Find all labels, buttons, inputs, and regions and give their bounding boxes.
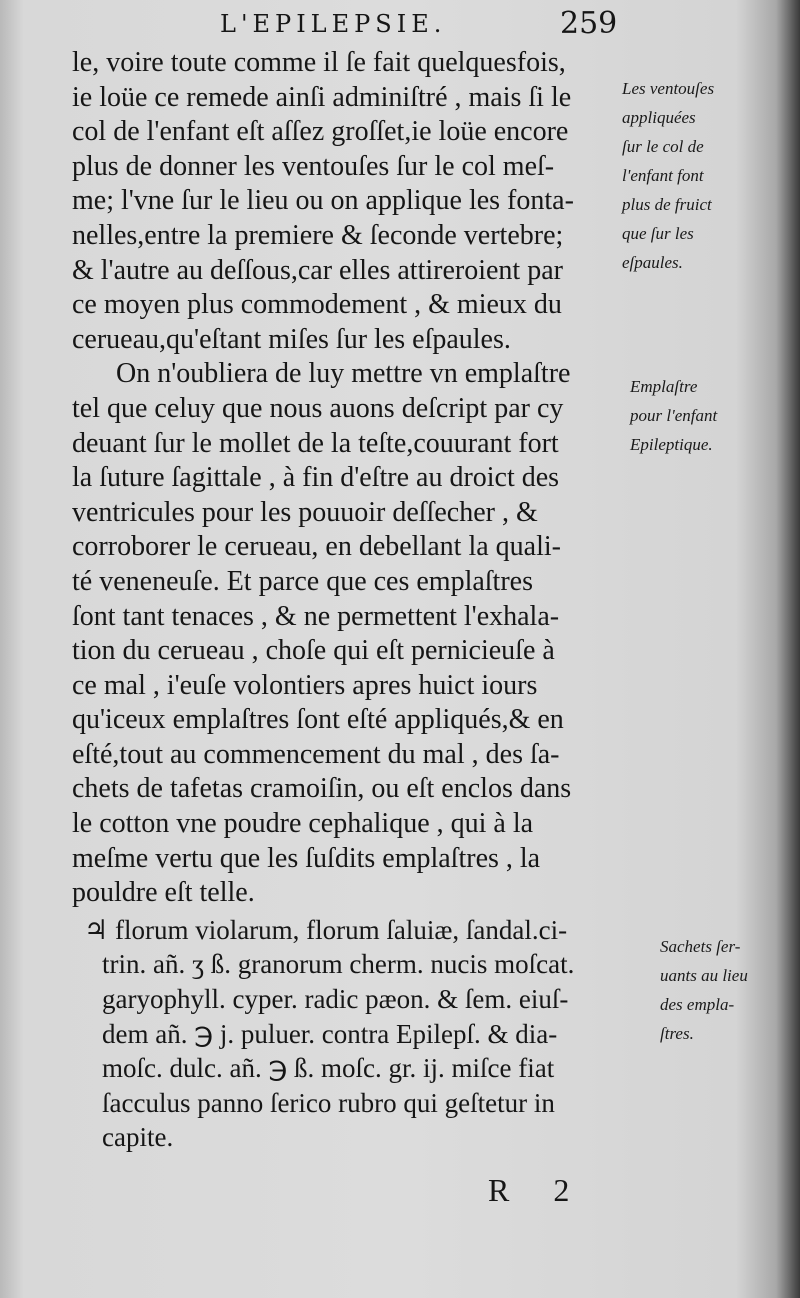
margin-line: Les ventouſes bbox=[622, 79, 715, 98]
margin-line: Sachets ſer- bbox=[660, 937, 741, 956]
text-line: col de l'enfant eſt aſſez groſſet,ie loüe encore bbox=[72, 116, 569, 148]
text-line: chets de tafetas cramoiſin, ou eſt enclos dans bbox=[72, 773, 572, 805]
margin-line: appliquées bbox=[622, 108, 696, 127]
margin-line: Emplaſtre bbox=[630, 377, 698, 396]
text-line: la ſuture ſagittale , à fin d'eſtre au droict des bbox=[72, 462, 560, 494]
margin-line: l'enfant font bbox=[622, 166, 704, 185]
recipe-paragraph bbox=[72, 913, 642, 1155]
text-line: qu'iceux emplaſtres ſont eſté appliqués,& en bbox=[72, 704, 564, 736]
margin-line: uants au lieu bbox=[660, 966, 748, 985]
paragraph-emplastre bbox=[72, 357, 642, 911]
text-line: tel que celuy que nous auons deſcript par cy bbox=[72, 392, 564, 424]
text-line: meſme vertu que les ſuſdits emplaſtres , la bbox=[72, 842, 541, 874]
text-line: le cotton vne poudre cephalique , qui à la bbox=[72, 808, 534, 840]
margin-note-ventouses bbox=[622, 74, 792, 277]
text-line: On n'oubliera de luy mettre vn emplaſtre bbox=[116, 358, 571, 390]
text-line: corroborer le cerueau, en debellant la quali- bbox=[72, 531, 561, 563]
text-line: le, voire toute comme il ſe fait quelquesfois, bbox=[72, 47, 566, 78]
text-line: nelles,entre la premiere & ſeconde vertebre; bbox=[72, 219, 564, 251]
text-line: cerueau,qu'eſtant miſes ſur les eſpaules. bbox=[72, 323, 511, 355]
running-title: L'EPILEPSIE. bbox=[220, 10, 447, 38]
margin-line: des empla- bbox=[660, 995, 735, 1014]
text-line: ſont tant tenaces , & ne permettent l'exhala- bbox=[72, 600, 560, 632]
text-line: deuant ſur le mollet de la teſte,couurant fort bbox=[72, 427, 559, 459]
margin-note-sachets bbox=[660, 932, 790, 1048]
text-line: pouldre eſt telle. bbox=[72, 877, 255, 909]
text-line: plus de donner les ventouſes ſur le col meſ- bbox=[72, 150, 555, 182]
margin-line: plus de fruict bbox=[622, 195, 712, 214]
text-line: ♃ florum violarum, florum ſaluiæ, ſandal.ci- bbox=[84, 914, 568, 945]
text-line: ce moyen plus commodement , & mieux du bbox=[72, 289, 562, 321]
text-line: trin. añ. ʒ ß. granorum cherm. nucis moſcat. bbox=[102, 949, 575, 980]
text-line: eſté,tout au commencement du mal , des ſa- bbox=[72, 738, 560, 770]
margin-line: ſtres. bbox=[660, 1024, 694, 1043]
margin-line: eſpaules. bbox=[622, 253, 683, 272]
main-text bbox=[72, 46, 642, 1155]
margin-line: Epileptique. bbox=[630, 435, 713, 454]
page-number: 259 bbox=[560, 6, 618, 41]
text-line: ventricules pour les pouuoir deſſecher , & bbox=[72, 496, 538, 528]
signature-mark: R 2 bbox=[488, 1172, 588, 1208]
text-line: me; l'vne ſur le lieu ou on applique les fonta- bbox=[72, 185, 574, 217]
text-line: té veneneuſe. Et parce que ces emplaſtres bbox=[72, 565, 533, 597]
text-line: moſc. dulc. añ. ℈ ß. moſc. gr. ij. miſce fiat bbox=[102, 1053, 555, 1084]
text-line: tion du cerueau , choſe qui eſt pernicieuſe à bbox=[72, 635, 555, 667]
page-header bbox=[0, 4, 800, 44]
text-line: & l'autre au deſſous,car elles attireroient par bbox=[72, 254, 563, 286]
margin-line: ſur le col de bbox=[622, 137, 704, 156]
margin-line: pour l'enfant bbox=[630, 406, 718, 425]
text-line: ce mal , i'euſe volontiers apres huict iours bbox=[72, 669, 538, 701]
text-line: capite. bbox=[102, 1122, 174, 1153]
paragraph-ventouses bbox=[72, 46, 642, 357]
text-line: dem añ. ℈ j. puluer. contra Epilepſ. & dia- bbox=[102, 1018, 558, 1049]
text-line: ſacculus panno ſerico rubro qui geſtetur in bbox=[102, 1087, 555, 1118]
text-line: ie loüe ce remede ainſi adminiſtré , mais ſi le bbox=[72, 81, 572, 113]
margin-line: que ſur les bbox=[622, 224, 694, 243]
margin-note-emplastre bbox=[630, 372, 800, 459]
text-line: garyophyll. cyper. radic pæon. & ſem. eiuſ- bbox=[102, 984, 569, 1015]
